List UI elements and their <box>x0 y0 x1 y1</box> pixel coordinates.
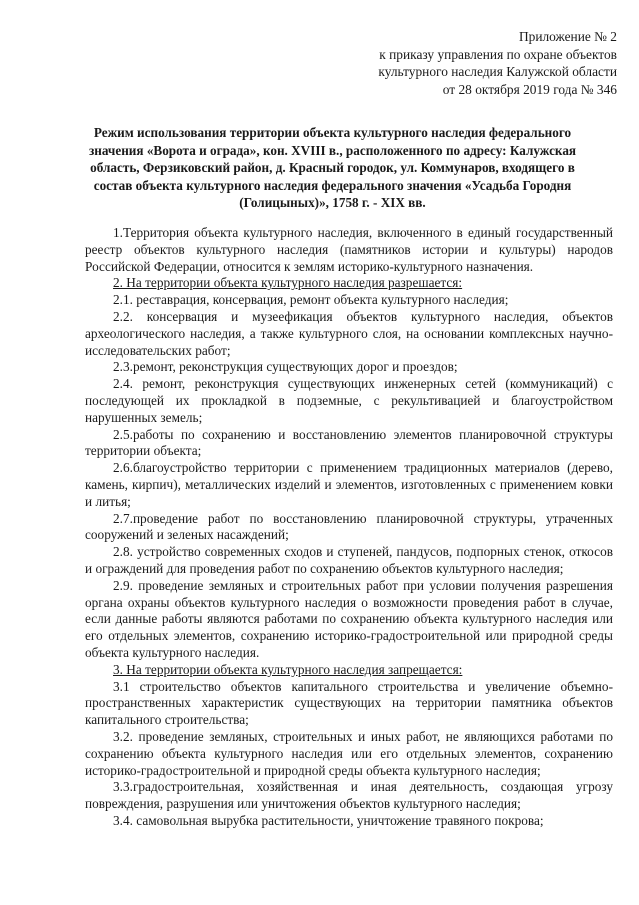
paragraph-2-5: 2.5.работы по сохранению и восстановлению элементов планировочной структуры территории объекта; <box>85 426 613 459</box>
section-3-heading: 3. На территории объекта культурного наследия запрещается: <box>113 661 463 677</box>
paragraph-2-1: 2.1. реставрация, консервация, ремонт объекта культурного наследия; <box>113 292 509 308</box>
appendix-order-ref: к приказу управления по охране объектов <box>379 46 617 62</box>
paragraph-2-7: 2.7.проведение работ по восстановлению планировочной структуры, утраченных сооружений и зеленых насаждений; <box>85 510 613 543</box>
document-body <box>85 225 613 830</box>
document-title: Режим использования территории объекта культурного наследия федерального значения «Ворота и ограда», кон. XVIII в., расположенного по адресу: Калужская область, Ферзиковский район, д. Красный городок, ул. Коммунаров, входящего в состав объекта культурного наследия федерального значения «Усадьба Городня (Голицыных)», 1758 г. - XIX вв. <box>88 125 577 211</box>
paragraph-1: 1.Территория объекта культурного наследия, включенного в единый государственный реестр объектов культурного наследия (памятников истории и культуры) народов Российской Федерации, относится к землям историко-культурного назначения. <box>85 225 613 274</box>
paragraph-2-3: 2.3.ремонт, реконструкция существующих дорог и проездов; <box>113 359 458 375</box>
appendix-header <box>378 28 617 98</box>
appendix-authority: культурного наследия Калужской области <box>378 64 617 79</box>
paragraph-2-9: 2.9. проведение земляных и строительных работ при условии получения разрешения органа охраны объектов культурного наследия о возможности проведения работ в случае, если данные работы являются работами по сохранению объекта культурного наследия или его отдельных элементов, сохранению историко-градостроительной или природной среды объекта культурного наследия. <box>85 577 613 660</box>
section-2-heading: 2. На территории объекта культурного наследия разрешается: <box>113 275 463 291</box>
appendix-date: от 28 октября 2019 года № 346 <box>442 81 617 97</box>
appendix-number: Приложение № 2 <box>518 29 617 44</box>
paragraph-2-6: 2.6.благоустройство территории с применением традиционных материалов (дерево, камень, кирпич), металлических изделий и элементов, изготовленных с применением ковки и литья; <box>85 460 613 509</box>
paragraph-2-8: 2.8. устройство современных сходов и ступеней, пандусов, подпорных стенок, откосов и ограждений для проведения работ по сохранению объектов культурного наследия; <box>85 544 613 576</box>
paragraph-3-4: 3.4. самовольная вырубка растительности, уничтожение травяного покрова; <box>113 812 544 828</box>
paragraph-2-2: 2.2. консервация и музеефикация объектов культурного наследия, объектов археологического наследия, а также культурного слоя, на основании комплексных научно-исследовательских работ; <box>85 308 613 358</box>
paragraph-3-1: 3.1 строительство объектов капитального строительства и увеличение объемно-пространственных характеристик существующих на территории памятника объектов капитального строительства; <box>85 678 613 728</box>
paragraph-2-4: 2.4. ремонт, реконструкция существующих инженерных сетей (коммуникаций) с последующей их прокладкой в подземные, с рекультивацией и благоустройством нарушенных земель; <box>85 376 613 425</box>
paragraph-3-3: 3.3.градостроительная, хозяйственная и иная деятельность, создающая угрозу повреждения, разрушения или уничтожения объектов культурного наследия; <box>85 779 613 812</box>
paragraph-3-2: 3.2. проведение земляных, строительных и иных работ, не являющихся работами по сохранению объекта культурного наследия или его отдельных элементов, сохранению историко-градостроительной и природной среды объекта культурного наследия; <box>85 728 613 778</box>
